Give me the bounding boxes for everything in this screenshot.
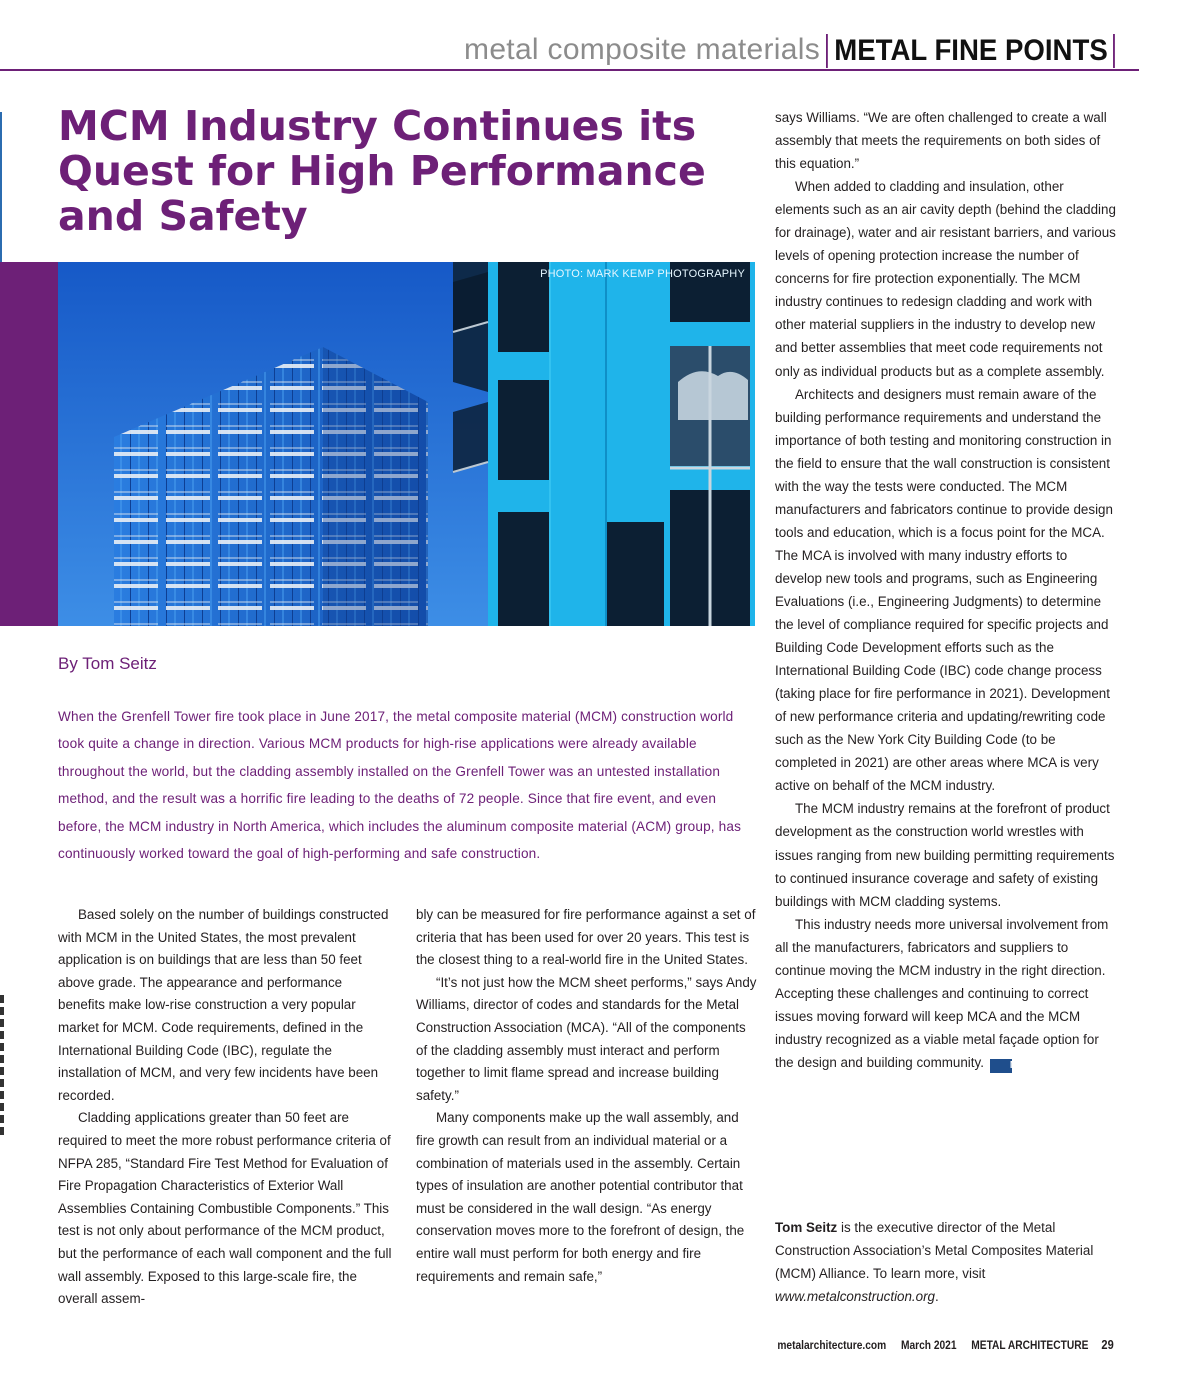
body-paragraph: Cladding applications greater than 50 feet are required to meet the more robust performance criteria of NFPA 285, “Standard Fire Test Method for Evaluation of Fire Propagation Characteristics of Exterior Wall Assemblies Containing Combustible Components.” This test is not only about performance of the MCM product, but the performance of each wall component and the full wall assembly. Exposed to this large-scale fire, the overall assem-: [58, 1110, 392, 1307]
building-photo: [58, 262, 755, 626]
body-column-3: [775, 106, 1117, 1074]
website-link[interactable]: www.metalconstruction.org: [775, 1289, 936, 1304]
body-paragraph: Based solely on the number of buildings constructed with MCM in the United States, the most prevalent application is on buildings that are less than 50 feet above grade. The appearance and performance benefits make low-rise construction a very popular market for MCM. Code requirements, defined in the International Building Code (IBC), regulate the installation of MCM, and very few incidents have been recorded.: [58, 907, 389, 1103]
page-footer: [766, 1337, 1114, 1352]
bio-end: .: [935, 1289, 939, 1304]
photo-credit: PHOTO: MARK KEMP PHOTOGRAPHY: [540, 268, 745, 280]
margin-rule: [0, 112, 2, 262]
page-number: 29: [1101, 1337, 1114, 1352]
author-bio: [775, 1216, 1117, 1308]
body-paragraph: When added to cladding and insulation, other elements such as an air cavity depth (behind the cladding for drainage), water and air resistant barriers, and various levels of opening protection increase the number of concerns for fire protection exponentially. The MCM industry continues to redesign cladding and work with other material suppliers in the industry to develop new and better assemblies that meet code requirements not only as individual products but as a complete assembly.: [775, 179, 1116, 379]
footer-issue: March 2021: [901, 1338, 957, 1352]
footer-magazine: METAL ARCHITECTURE: [971, 1338, 1089, 1352]
byline: By Tom Seitz: [58, 654, 157, 673]
closing-text: This industry needs more universal involvement from all the manufacturers, fabricators and suppliers to continue moving the MCM industry in the right direction. Accepting these challenges and continuing to correct issues moving forward will keep MCA and the MCM industry recognized as a viable metal façade option for the design and building community.: [775, 916, 1109, 1070]
body-paragraph: Many components make up the wall assembly, and fire growth can result from an individual material or a combination of materials used in the assembly. Certain types of insulation are another potential contributor that must be considered in the wall design. “As energy conservation moves more to the forefront of design, the entire wall must perform for both energy and fire requirements and remain safe,”: [416, 1110, 745, 1284]
body-paragraph: [775, 913, 1117, 1074]
body-paragraph: The MCM industry remains at the forefront of product development as the construction world wrestles with issues ranging from new building permitting requirements to continued insurance coverage and safety of existing buildings with MCM cladding systems.: [775, 801, 1115, 909]
footer-site: metalarchitecture.com: [777, 1338, 887, 1352]
department-title: METAL FINE POINTS: [826, 34, 1115, 68]
margin-ticks: [0, 995, 4, 1135]
intro-paragraph: When the Grenfell Tower fire took place in June 2017, the metal composite material (MCM) construction world took quite a change in direction. Various MCM products for high-rise applications were already available throughout the world, but the cladding assembly installed on the Grenfell Tower was an untested installation method, and the result was a horrific fire leading to the deaths of 72 people. Since that fire event, and even before, the MCM industry in North America, which includes the aluminum composite material (ACM) group, has continuously worked toward the goal of high-performing and safe construction.: [58, 709, 742, 862]
bio-text: is the executive director of the Metal Construction Association’s Metal Composites Material (MCM) Alliance. To learn more, visit: [775, 1220, 1094, 1281]
body-paragraph: bly can be measured for fire performance against a set of criteria that has been used for over 20 years. This test is the closest thing to a real-world fire in the United States.: [416, 907, 756, 968]
purple-margin-bar: [0, 262, 58, 626]
section-label: metal composite materials: [464, 33, 820, 66]
author-name: Tom Seitz: [775, 1220, 838, 1235]
body-column-2: [416, 904, 758, 1288]
body-paragraph: Architects and designers must remain aware of the building performance requirements and understand the importance of both testing and monitoring construction in the field to ensure that the wall construction is consistent with the way the tests were conducted. The MCM manufacturers and fabricators continue to provide design tools and education, which is a focus point for the MCA. The MCA is involved with many industry efforts to develop new tools and programs, such as Engineering Evaluations (i.e., Engineering Judgments) to determine the level of compliance required for specific projects and Building Code Development efforts such as the International Building Code (IBC) code change process (taking place for fire performance in 2021). Development of new performance criteria and updating/rewriting code such as the New York City Building Code (to be completed in 2021) are other areas where MCA is very active on behalf of the MCM industry.: [775, 386, 1113, 794]
article-title: MCM Industry Continues its Quest for High Performance and Safety: [58, 102, 706, 240]
header-rule: [0, 69, 1139, 71]
body-column-1: [58, 904, 392, 1311]
body-paragraph: says Williams. “We are often challenged to create a wall assembly that meets the requirements on both sides of this equation.”: [775, 110, 1107, 172]
end-mark-icon: MA: [990, 1059, 1012, 1073]
body-paragraph: “It’s not just how the MCM sheet performs,” says Andy Williams, director of codes and standards for the Metal Construction Association (MCA). “All of the components of the cladding assembly must interact and perform together to limit flame spread and increase building safety.”: [416, 974, 757, 1103]
